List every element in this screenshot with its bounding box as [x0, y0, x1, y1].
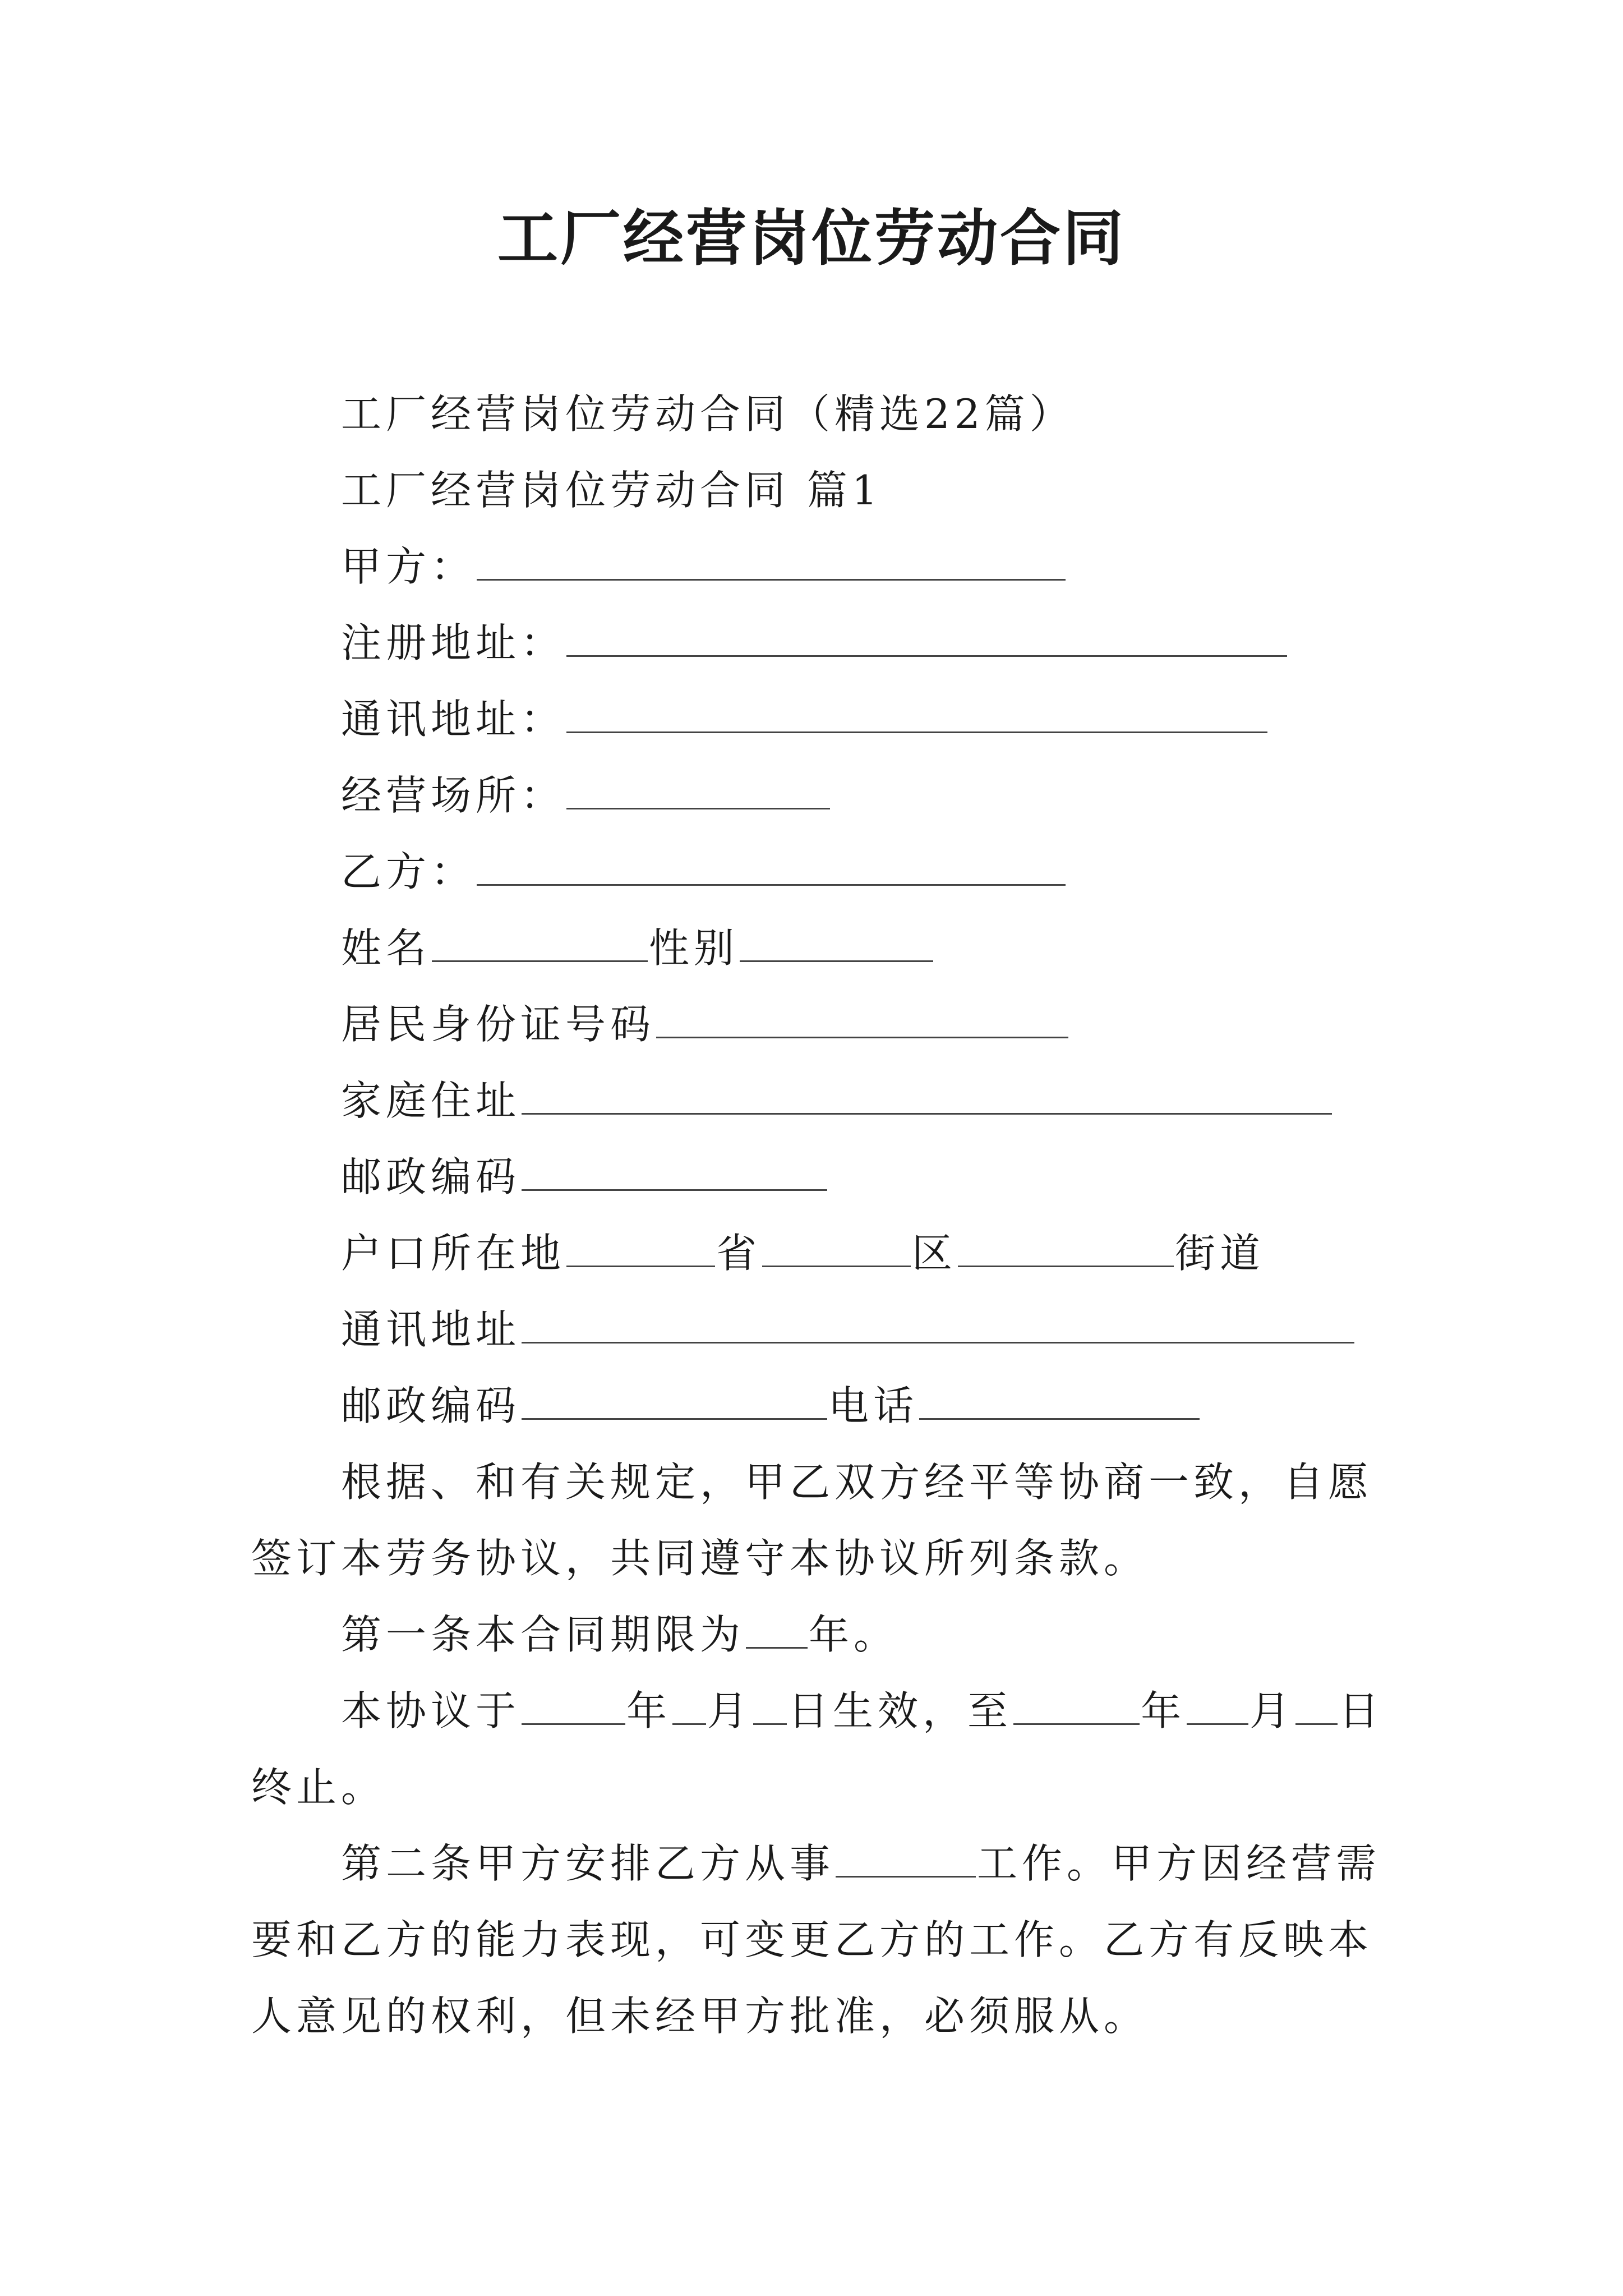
document-title: 工厂经营岗位劳动合同 — [497, 203, 1126, 274]
district-blank[interactable] — [762, 1231, 911, 1267]
end-month-blank[interactable] — [1187, 1688, 1248, 1725]
postcode2-label: 邮政编码 — [341, 1382, 521, 1429]
business-place-label: 经营场所： — [341, 772, 566, 819]
section-heading — [251, 452, 1390, 528]
article-2-text-a: 第二条甲方安排乙方从事 — [341, 1840, 835, 1887]
document-body — [251, 376, 1390, 2054]
comm-address2-label: 通讯地址 — [341, 1306, 521, 1353]
comm-address-blank[interactable] — [566, 697, 1267, 733]
subtitle-line — [251, 376, 1390, 452]
street-blank[interactable] — [958, 1231, 1174, 1267]
start-month-blank[interactable] — [672, 1688, 706, 1725]
postcode-line — [251, 1139, 1390, 1215]
street-label: 街道 — [1175, 1230, 1265, 1277]
postcode-label: 邮政编码 — [341, 1153, 521, 1200]
effective-text-f: 月 — [1249, 1687, 1295, 1734]
reg-address-blank[interactable] — [566, 620, 1287, 657]
business-place-blank[interactable] — [566, 773, 830, 809]
gender-blank[interactable] — [740, 926, 933, 962]
term-years-blank[interactable] — [746, 1612, 808, 1649]
paragraph-agreement — [251, 1444, 1390, 1596]
effective-text-d: 日生效，至 — [788, 1687, 1013, 1734]
id-number-label: 居民身份证号码 — [341, 1001, 656, 1048]
paragraph-article-1 — [251, 1596, 1390, 1673]
reg-address-label: 注册地址： — [341, 619, 566, 666]
district-label: 区 — [912, 1230, 957, 1277]
article-1-text-b: 年。 — [809, 1611, 899, 1658]
home-address-label: 家庭住址 — [341, 1077, 521, 1124]
postcode-phone-line — [251, 1368, 1390, 1444]
paragraph-effective-date — [251, 1673, 1390, 1825]
effective-text-c: 月 — [707, 1687, 753, 1734]
comm-address-line — [251, 681, 1390, 757]
hukou-line — [251, 1215, 1390, 1291]
id-number-blank[interactable] — [656, 1002, 1068, 1038]
phone-label: 电话 — [828, 1382, 919, 1429]
postcode2-blank[interactable] — [522, 1383, 827, 1420]
end-year-blank[interactable] — [1013, 1688, 1140, 1725]
gender-label: 性别 — [649, 924, 739, 972]
name-gender-line — [251, 910, 1390, 986]
paragraph-article-2 — [251, 1825, 1390, 2054]
home-address-blank[interactable] — [522, 1078, 1332, 1115]
name-blank[interactable] — [432, 926, 648, 962]
home-address-line — [251, 1062, 1390, 1139]
party-b-line — [251, 834, 1390, 910]
hukou-label: 户口所在地 — [341, 1230, 566, 1277]
province-label: 省 — [716, 1230, 762, 1277]
party-a-line — [251, 528, 1390, 605]
paragraph-agreement-text: 根据、和有关规定，甲乙双方经平等协商一致，自愿签订本劳务协议，共同遵守本协议所列条款。 — [251, 1458, 1373, 1582]
end-day-blank[interactable] — [1295, 1688, 1338, 1725]
id-number-line — [251, 986, 1390, 1062]
postcode-blank[interactable] — [522, 1154, 827, 1191]
article-1-text-a: 第一条本合同期限为 — [341, 1611, 745, 1658]
comm-address2-blank[interactable] — [522, 1307, 1354, 1343]
subtitle-text: 工厂经营岗位劳动合同（精选22篇） — [341, 390, 1075, 438]
business-place-line — [251, 757, 1390, 834]
party-b-blank[interactable] — [477, 849, 1066, 886]
phone-blank[interactable] — [919, 1383, 1200, 1420]
effective-text-e: 年 — [1141, 1687, 1186, 1734]
party-a-label: 甲方： — [341, 543, 476, 590]
comm-address-label: 通讯地址： — [341, 696, 566, 743]
effective-text-b: 年 — [626, 1687, 672, 1734]
article-2-text-b: 工作。甲方因经营需要和乙方的能力表现，可变更乙方的工作。乙方有反映本人意见的权利，但未经甲方批准，必须服从。 — [251, 1840, 1381, 2040]
name-label: 姓名 — [341, 924, 431, 972]
party-a-blank[interactable] — [477, 544, 1066, 581]
start-year-blank[interactable] — [522, 1688, 625, 1725]
effective-text-g: 日终止。 — [251, 1687, 1384, 1811]
party-b-label: 乙方： — [341, 848, 476, 895]
section-heading-text: 工厂经营岗位劳动合同 篇1 — [341, 467, 882, 514]
effective-text-a: 本协议于 — [341, 1687, 521, 1734]
comm-address2-line — [251, 1291, 1390, 1368]
job-blank[interactable] — [836, 1841, 976, 1878]
province-blank[interactable] — [566, 1231, 715, 1267]
reg-address-line — [251, 605, 1390, 681]
start-day-blank[interactable] — [753, 1688, 787, 1725]
